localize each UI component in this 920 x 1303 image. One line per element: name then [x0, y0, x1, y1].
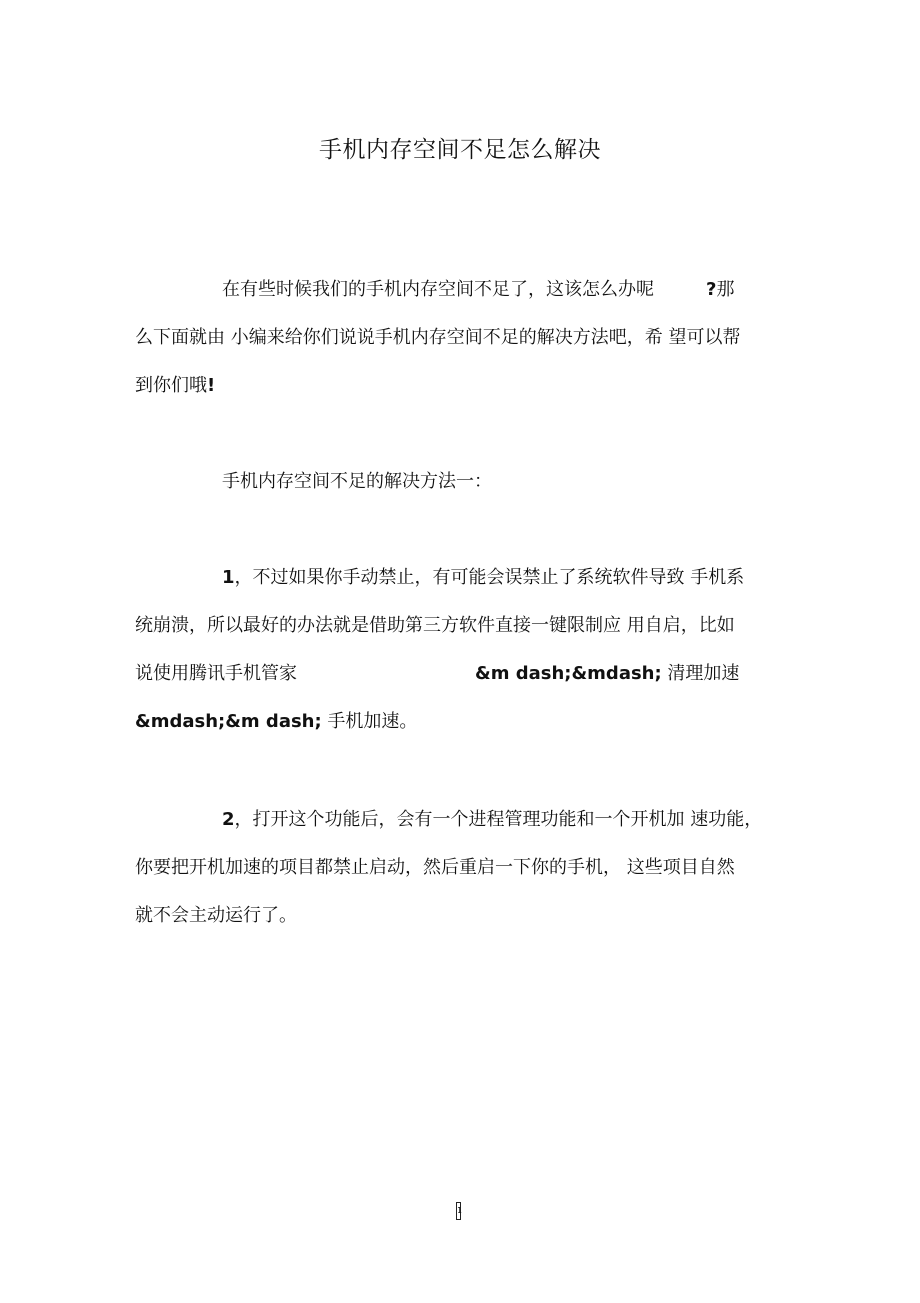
item-1-line-2: 统崩溃，所以最好的办法就是借助第三方软件直接一键限制应 用自启，比如 — [135, 615, 735, 636]
item-1-line-1 — [135, 554, 785, 602]
intro-line-3 — [135, 362, 785, 410]
item-1-entity-2: &mdash;&m dash; — [135, 711, 322, 732]
item-1-line-3-text: 说使用腾讯手机管家 — [135, 663, 297, 684]
item-2-paragraph — [135, 796, 785, 940]
intro-line-1-text: 在有些时候我们的手机内存空间不足了，这该怎么办呢 — [222, 279, 654, 300]
item-2-line-1-text: ，打开这个功能后，会有一个进程管理功能和一个开机加 速功能， — [234, 809, 763, 830]
item-1-line-4 — [135, 698, 785, 746]
intro-line-1-end: 那 — [716, 279, 735, 300]
method-heading-paragraph — [135, 458, 785, 506]
item-2-line-2: 你要把开机加速的项目都禁止启动，然后重启一下你的手机， 这些项目自然 — [135, 857, 735, 878]
item-1-line-3-end: 清理加速 — [661, 663, 740, 684]
intro-line-2: 么下面就由 小编来给你们说说手机内存空间不足的解决方法吧，希 望可以帮 — [135, 327, 741, 348]
item-1-line-4-end: 手机加速。 — [321, 711, 418, 732]
item-2-line-1 — [135, 796, 785, 844]
item-1-line-1-text: ，不过如果你手动禁止，有可能会误禁止了系统软件导致 手机系 — [234, 567, 745, 588]
intro-paragraph — [135, 266, 785, 410]
intro-line-1 — [135, 266, 785, 314]
item-1-paragraph — [135, 554, 785, 746]
document-title: 手机内存空间不足怎么解决 — [319, 137, 601, 163]
item-2-line-3: 就不会主动运行了。 — [135, 905, 297, 926]
item-1-number: 1 — [222, 567, 235, 588]
item-1-entity-1: &m dash;&mdash; — [475, 663, 662, 684]
question-mark: ? — [706, 279, 717, 300]
item-1-line-3 — [135, 650, 785, 698]
exclamation-mark: ! — [207, 375, 216, 396]
intro-line-3-text: 到你们哦 — [135, 375, 207, 396]
page-number: 1 — [456, 1202, 461, 1220]
method-heading: 手机内存空间不足的解决方法一： — [222, 471, 492, 492]
item-2-number: 2 — [222, 809, 235, 830]
